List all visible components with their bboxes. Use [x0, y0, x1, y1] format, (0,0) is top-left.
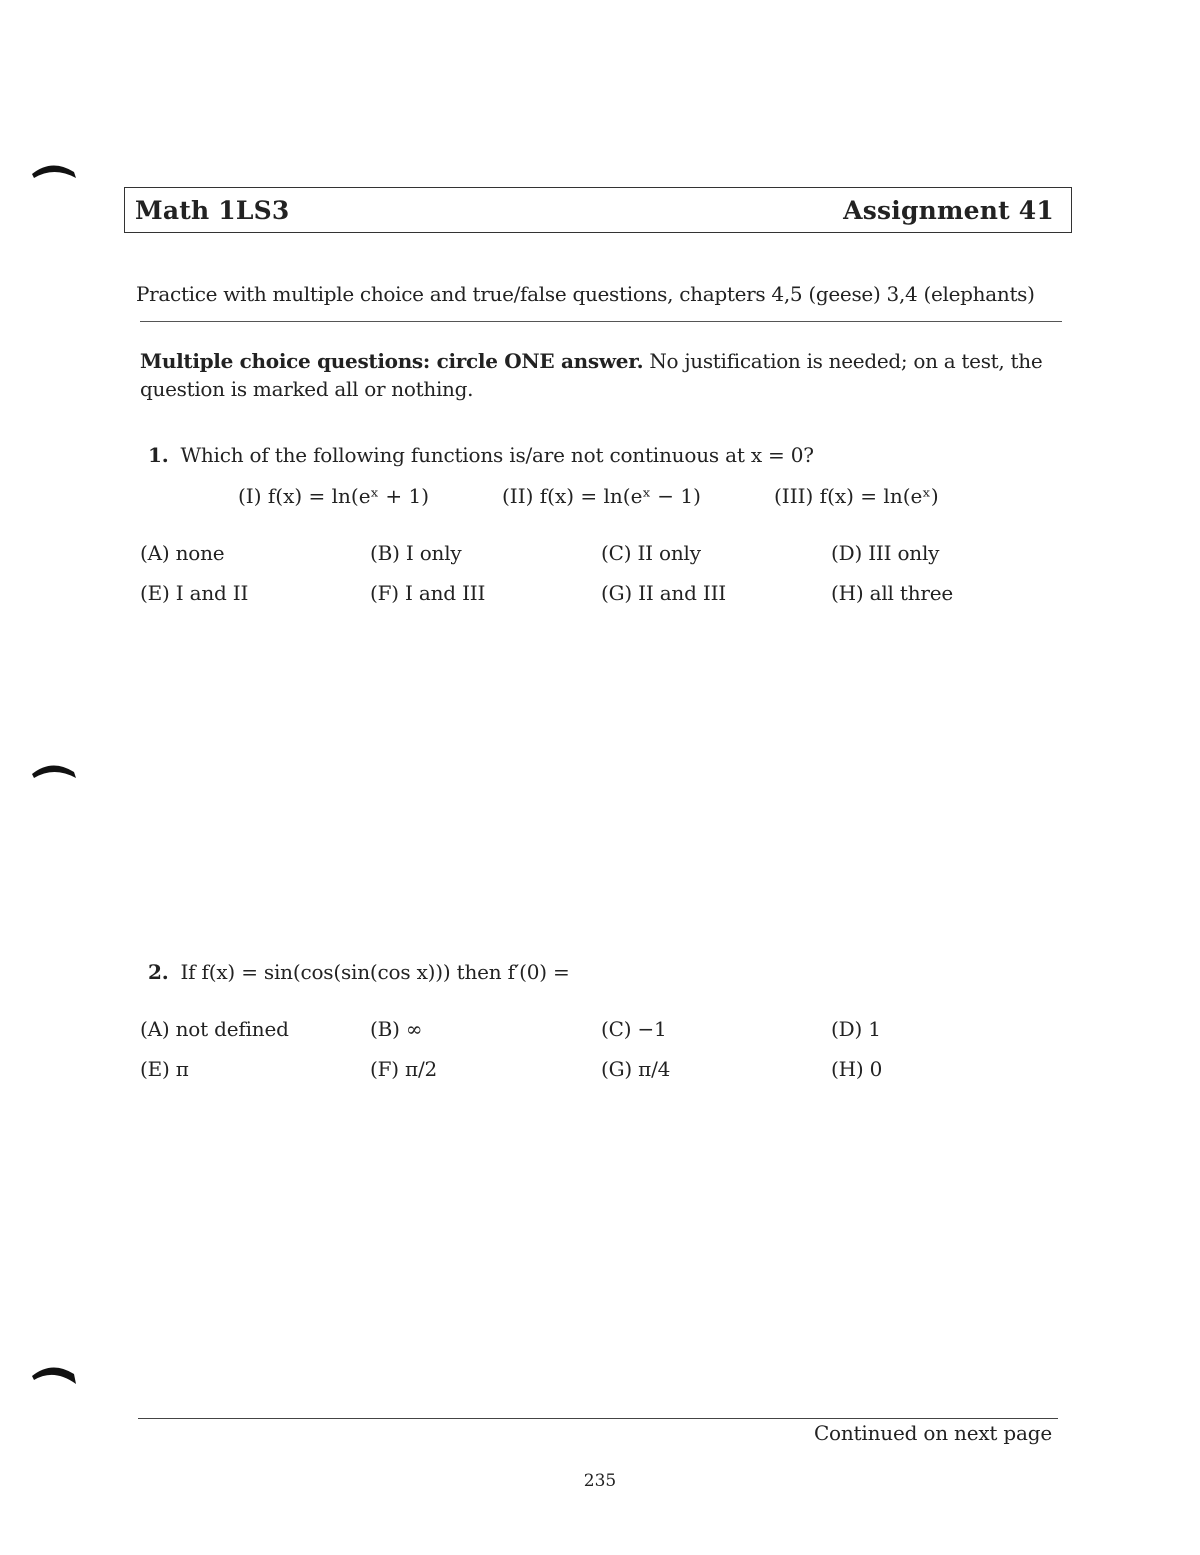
q2-choice-a[interactable]: (A) not defined: [140, 1017, 289, 1041]
q1-choice-a[interactable]: (A) none: [140, 541, 225, 565]
footer-divider: [138, 1418, 1058, 1419]
question-1-stem: [148, 443, 814, 467]
punch-hole-mark-top: [30, 156, 78, 186]
q2-choice-e[interactable]: (E) π: [140, 1057, 189, 1081]
q1-choice-c[interactable]: (C) II only: [601, 541, 701, 565]
function-III: (III) f(x) = ln(eˣ): [774, 484, 939, 508]
q1-choice-b[interactable]: (B) I only: [370, 541, 462, 565]
q2-choice-c[interactable]: (C) −1: [601, 1017, 667, 1041]
q2-choice-h[interactable]: (H) 0: [831, 1057, 883, 1081]
q1-choice-h[interactable]: (H) all three: [831, 581, 954, 605]
punch-hole-mark-middle: [30, 756, 78, 786]
page-number: 235: [583, 1471, 617, 1491]
q2-choice-f[interactable]: (F) π/2: [370, 1057, 438, 1081]
q1-choice-g[interactable]: (G) II and III: [601, 581, 726, 605]
question-1-text: Which of the following functions is/are not continuous at x = 0?: [180, 443, 814, 467]
q2-choice-d[interactable]: (D) 1: [831, 1017, 881, 1041]
assignment-title: Assignment 41: [843, 195, 1054, 225]
instructions: [140, 347, 1070, 403]
q1-choice-e[interactable]: (E) I and II: [140, 581, 249, 605]
instructions-bold: Multiple choice questions: circle ONE answer.: [140, 349, 644, 373]
punch-hole-mark-bottom: [30, 1358, 78, 1388]
q1-choice-f[interactable]: (F) I and III: [370, 581, 486, 605]
continued-note: Continued on next page: [813, 1421, 1052, 1445]
q1-choice-d[interactable]: (D) III only: [831, 541, 940, 565]
course-title: Math 1LS3: [135, 195, 290, 225]
q2-choice-b[interactable]: (B) ∞: [370, 1017, 423, 1041]
subtitle: Practice with multiple choice and true/false questions, chapters 4,5 (geese) 3,4 (elephants): [136, 282, 1035, 306]
question-1-number: 1.: [148, 443, 169, 467]
subtitle-divider: [140, 321, 1062, 322]
function-I: (I) f(x) = ln(eˣ + 1): [238, 484, 430, 508]
question-2-number: 2.: [148, 960, 169, 984]
q2-choice-g[interactable]: (G) π/4: [601, 1057, 671, 1081]
function-II: (II) f(x) = ln(eˣ − 1): [502, 484, 701, 508]
question-2-text: If f(x) = sin(cos(sin(cos x))) then f′(0) =: [180, 960, 570, 984]
header-box: [124, 187, 1072, 233]
question-2-stem: [148, 960, 570, 984]
instructions-text: No justification is needed; on a test, the question is marked all or nothing.: [140, 349, 1043, 401]
